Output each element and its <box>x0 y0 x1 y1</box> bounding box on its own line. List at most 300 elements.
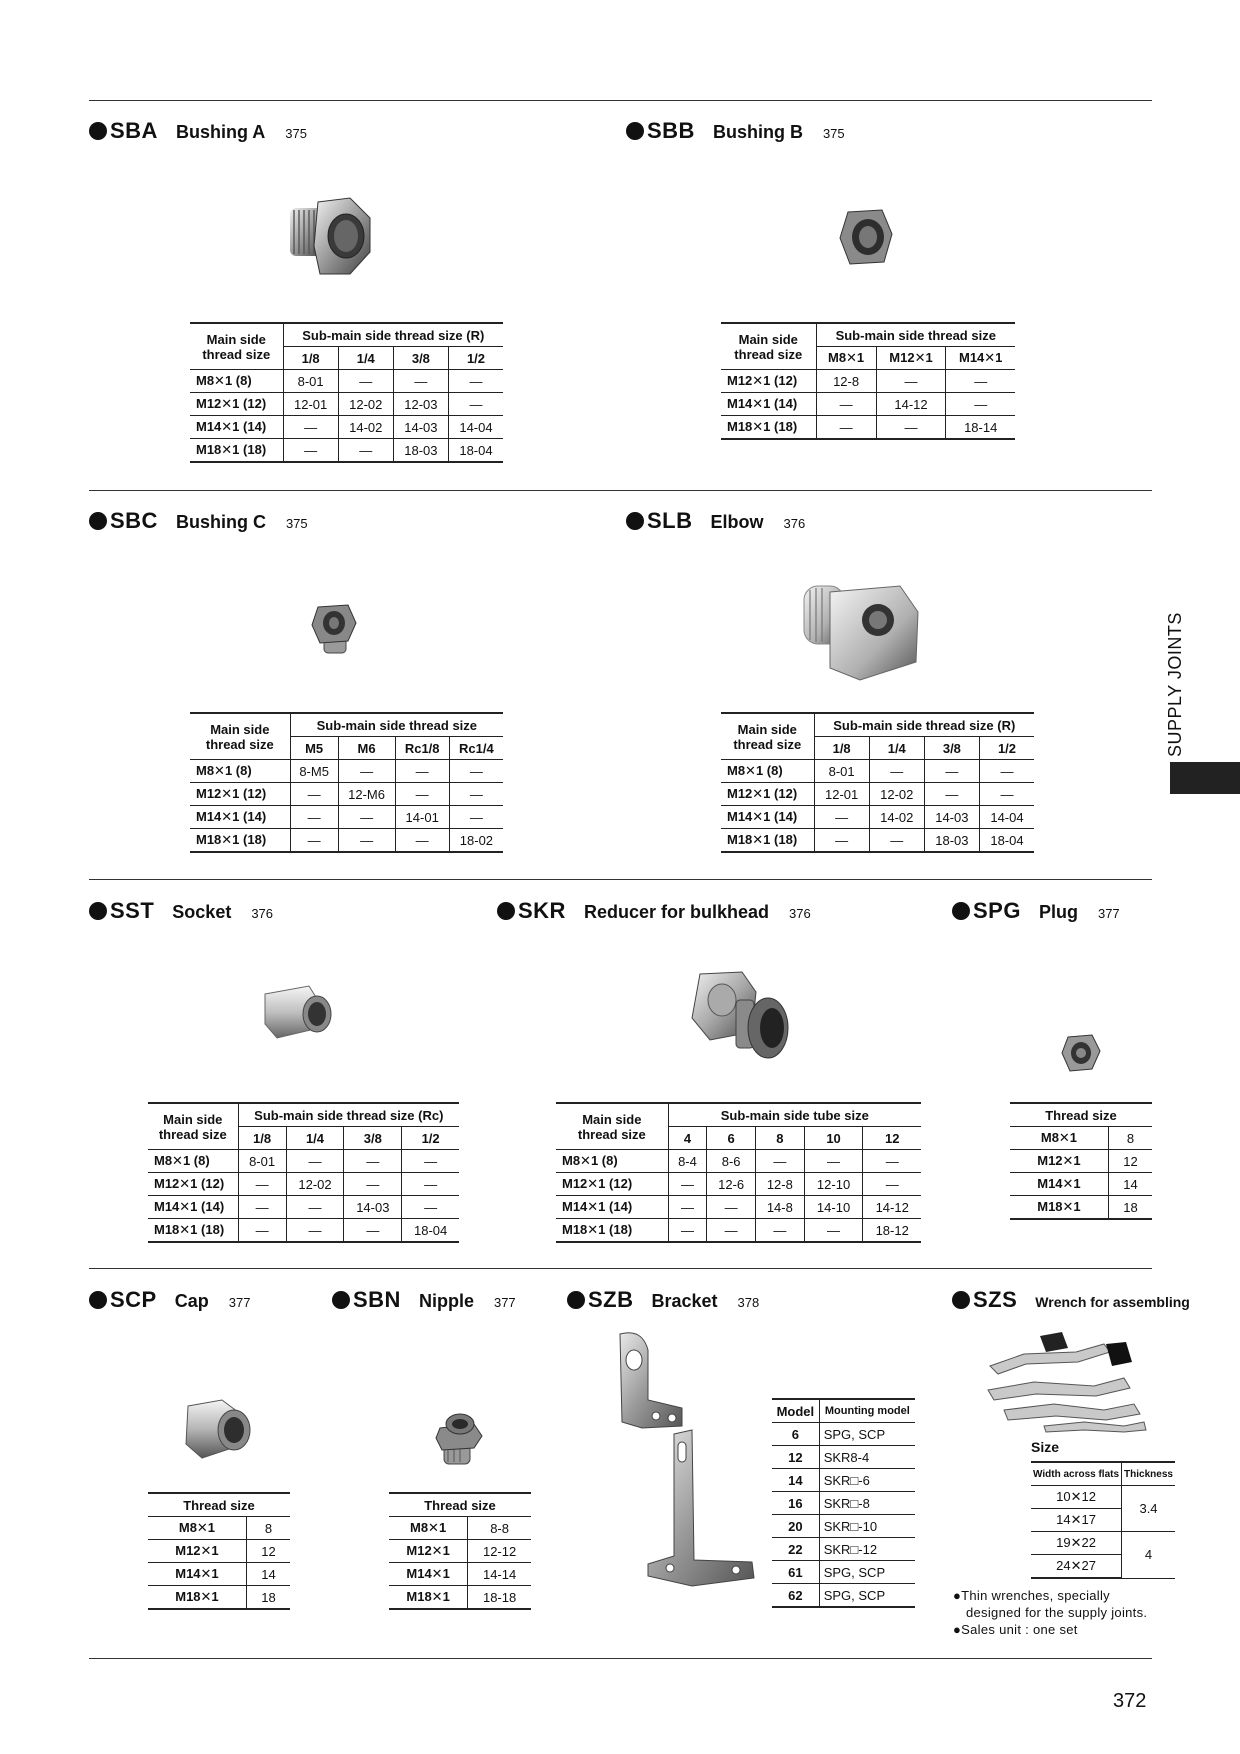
table-row <box>1010 1150 1152 1173</box>
table-cell: — <box>290 829 338 853</box>
table-cell: M14✕1 <box>389 1563 468 1586</box>
rule-2 <box>89 879 1152 880</box>
table-cell: 61 <box>772 1561 819 1584</box>
table-cell: 12-02 <box>338 393 393 416</box>
sbb-header <box>626 118 845 144</box>
table-cell: 14-02 <box>338 416 393 439</box>
table-row <box>721 829 1034 853</box>
side-label-text: SUPPLY JOINTS <box>1165 612 1185 757</box>
skr-main-head: Main side thread size <box>556 1103 668 1150</box>
table-row <box>148 1517 290 1540</box>
sba-page: 375 <box>285 126 307 141</box>
table-row <box>190 829 503 853</box>
sbn-table <box>389 1492 531 1610</box>
table-cell: SPG, SCP <box>819 1584 915 1608</box>
table-cell: SKR8-4 <box>819 1446 915 1469</box>
table-cell: SKR□-12 <box>819 1538 915 1561</box>
skr-reducer-photo <box>686 970 792 1062</box>
table-cell: M8✕1 (8) <box>148 1150 238 1173</box>
spg-header <box>952 898 1120 924</box>
table-cell: 16 <box>772 1492 819 1515</box>
table-cell: 18-03 <box>393 439 448 463</box>
table-row <box>556 1173 921 1196</box>
szb-model-head: Model <box>772 1399 819 1423</box>
bullet-icon <box>567 1291 585 1309</box>
sbc-col: M5 <box>290 737 338 760</box>
bullet-icon <box>89 512 107 530</box>
table-cell: — <box>448 370 503 393</box>
table-cell: — <box>804 1150 863 1173</box>
table-row <box>148 1540 290 1563</box>
table-cell: SKR□-8 <box>819 1492 915 1515</box>
rule-top <box>89 100 1152 101</box>
table-cell: — <box>286 1196 344 1219</box>
table-cell: 12 <box>772 1446 819 1469</box>
table-cell: — <box>869 829 924 853</box>
table-row <box>190 783 503 806</box>
table-cell: — <box>238 1173 286 1196</box>
table-row <box>148 1586 290 1610</box>
sst-header <box>89 898 273 924</box>
table-cell: 14-01 <box>395 806 449 829</box>
table-cell: M14✕1 <box>148 1563 246 1586</box>
table-cell: — <box>668 1219 707 1243</box>
table-row <box>772 1584 915 1608</box>
table-cell: M14✕1 <box>1010 1173 1108 1196</box>
sba-name: Bushing A <box>175 122 266 142</box>
sba-col: 1/4 <box>338 347 393 370</box>
table-row <box>190 439 503 463</box>
sbn-page: 377 <box>493 1295 516 1310</box>
sba-main-head: Main side thread size <box>190 323 283 370</box>
table-row <box>772 1561 915 1584</box>
scp-table <box>148 1492 290 1610</box>
scp-name: Cap <box>174 1291 209 1311</box>
skr-col: 6 <box>707 1127 756 1150</box>
table-row <box>1010 1196 1152 1220</box>
table-cell: 8-01 <box>814 760 869 783</box>
sbb-name: Bushing B <box>712 122 803 142</box>
table-cell: 12-01 <box>814 783 869 806</box>
table-cell: — <box>286 1219 344 1243</box>
table-cell: 18-14 <box>946 416 1015 440</box>
table-cell: M8✕1 (8) <box>556 1150 668 1173</box>
table-cell: — <box>449 783 503 806</box>
skr-page: 376 <box>789 906 811 921</box>
table-cell: — <box>290 806 338 829</box>
table-cell: M14✕1 (14) <box>190 416 283 439</box>
skr-col: 10 <box>804 1127 863 1150</box>
table-row <box>721 370 1015 393</box>
table-cell: — <box>814 829 869 853</box>
rule-bottom <box>89 1658 1152 1659</box>
table-cell: 14-03 <box>393 416 448 439</box>
table-cell: — <box>338 829 395 853</box>
sst-socket-photo <box>261 984 335 1040</box>
table-row <box>772 1446 915 1469</box>
skr-header <box>497 898 811 924</box>
table-cell: M14✕1 (14) <box>721 393 816 416</box>
table-row <box>772 1515 915 1538</box>
szb-mount-head: Mounting model <box>819 1399 915 1423</box>
table-cell: — <box>393 370 448 393</box>
table-cell: — <box>402 1150 459 1173</box>
table-cell: 19✕22 <box>1031 1532 1122 1555</box>
table-cell: — <box>338 760 395 783</box>
bullet-icon <box>626 512 644 530</box>
szs-wrench-set-photo <box>984 1330 1150 1434</box>
sst-col: 1/8 <box>238 1127 286 1150</box>
table-row <box>1010 1173 1152 1196</box>
table-cell: M18✕1 (18) <box>148 1219 238 1243</box>
table-row <box>721 416 1015 440</box>
table-cell: 8-M5 <box>290 760 338 783</box>
table-cell: M8✕1 <box>1010 1127 1108 1150</box>
sbb-col: M12✕1 <box>876 347 946 370</box>
sst-col: 3/8 <box>344 1127 402 1150</box>
table-row <box>190 806 503 829</box>
table-row <box>190 760 503 783</box>
skr-table <box>556 1102 921 1243</box>
table-cell: M12✕1 (12) <box>190 783 290 806</box>
slb-col: 3/8 <box>924 737 979 760</box>
sbc-code: SBC <box>110 508 158 533</box>
table-cell: — <box>344 1219 402 1243</box>
table-row <box>772 1423 915 1446</box>
table-cell: 18-04 <box>448 439 503 463</box>
spg-page: 377 <box>1097 906 1120 921</box>
bullet-icon <box>626 122 644 140</box>
szb-code: SZB <box>588 1287 634 1312</box>
szs-thick-head: Thickness <box>1122 1462 1175 1486</box>
sst-name: Socket <box>172 902 232 922</box>
table-row <box>772 1469 915 1492</box>
table-cell: — <box>755 1219 804 1243</box>
sbn-code: SBN <box>353 1287 401 1312</box>
szb-name: Bracket <box>651 1291 718 1311</box>
bullet-icon <box>89 902 107 920</box>
table-cell: M12✕1 <box>148 1540 246 1563</box>
page-number: 372 <box>1113 1690 1147 1712</box>
table-cell: 14✕17 <box>1031 1509 1122 1532</box>
szs-size-label: Size <box>1031 1439 1060 1455</box>
table-cell: — <box>283 416 338 439</box>
table-cell: — <box>946 370 1015 393</box>
szs-note-1: ●Thin wrenches, specially designed for the supply joints. <box>953 1588 1148 1620</box>
sbc-page: 375 <box>285 516 308 531</box>
table-cell: M8✕1 (8) <box>190 760 290 783</box>
table-row <box>148 1196 459 1219</box>
table-cell: — <box>238 1196 286 1219</box>
szb-header <box>567 1287 759 1313</box>
table-cell: 14-03 <box>924 806 979 829</box>
table-cell: 24✕27 <box>1031 1555 1122 1579</box>
table-cell: 62 <box>772 1584 819 1608</box>
table-cell: M18✕1 (18) <box>556 1219 668 1243</box>
table-cell: SKR□-6 <box>819 1469 915 1492</box>
skr-col: 8 <box>755 1127 804 1150</box>
szs-flats-head: Width across flats <box>1031 1462 1122 1486</box>
side-label <box>1163 611 1193 761</box>
szb-bracket-photo <box>612 1330 758 1592</box>
scp-cap-photo <box>182 1398 254 1462</box>
table-cell: — <box>668 1196 707 1219</box>
table-cell: 3.4 <box>1122 1486 1175 1532</box>
table-cell: M8✕1 <box>148 1517 246 1540</box>
sst-col: 1/4 <box>286 1127 344 1150</box>
table-cell: SKR□-10 <box>819 1515 915 1538</box>
table-cell: SPG, SCP <box>819 1423 915 1446</box>
table-cell: — <box>707 1219 756 1243</box>
table-cell: 14 <box>1108 1173 1152 1196</box>
table-cell: — <box>755 1150 804 1173</box>
sst-page: 376 <box>251 906 274 921</box>
table-cell: 18-18 <box>468 1586 531 1610</box>
table-cell: 14-03 <box>344 1196 402 1219</box>
slb-code: SLB <box>647 508 693 533</box>
table-cell: 4 <box>1122 1532 1175 1579</box>
table-row <box>556 1196 921 1219</box>
sbb-sub-head: Sub-main side thread size <box>816 323 1015 347</box>
table-cell: M14✕1 (14) <box>190 806 290 829</box>
table-cell: 14 <box>246 1563 290 1586</box>
szs-note-2: ●Sales unit : one set <box>953 1622 1078 1637</box>
sbb-bushing-photo <box>838 208 894 266</box>
table-cell: — <box>402 1196 459 1219</box>
table-cell: M18✕1 (18) <box>721 416 816 440</box>
table-cell: — <box>449 806 503 829</box>
skr-sub-head: Sub-main side tube size <box>668 1103 921 1127</box>
table-cell: 12-02 <box>286 1173 344 1196</box>
sst-code: SST <box>110 898 155 923</box>
slb-name: Elbow <box>710 512 764 532</box>
table-cell: M12✕1 (12) <box>721 370 816 393</box>
table-cell: M14✕1 (14) <box>721 806 814 829</box>
table-cell: 14-10 <box>804 1196 863 1219</box>
spg-code: SPG <box>973 898 1021 923</box>
table-cell: 14-12 <box>876 393 946 416</box>
table-cell: 14-04 <box>448 416 503 439</box>
table-cell: — <box>402 1173 459 1196</box>
table-cell: 18-04 <box>402 1219 459 1243</box>
table-cell: 12 <box>246 1540 290 1563</box>
table-cell: M8✕1 (8) <box>721 760 814 783</box>
table-cell: — <box>344 1150 402 1173</box>
table-cell: — <box>816 416 876 440</box>
spg-plug-photo <box>1060 1033 1102 1075</box>
table-cell: M12✕1 <box>389 1540 468 1563</box>
sst-table <box>148 1102 459 1243</box>
sba-col: 1/8 <box>283 347 338 370</box>
table-cell: — <box>448 393 503 416</box>
sbn-thread-head: Thread size <box>389 1493 531 1517</box>
sbc-header <box>89 508 308 534</box>
table-row <box>721 393 1015 416</box>
slb-col: 1/4 <box>869 737 924 760</box>
table-cell: — <box>338 370 393 393</box>
table-row <box>772 1538 915 1561</box>
sbc-table <box>190 712 503 853</box>
bullet-icon <box>332 1291 350 1309</box>
sbc-main-head: Main side thread size <box>190 713 290 760</box>
table-cell: 8-6 <box>707 1150 756 1173</box>
sbc-col: Rc1/4 <box>449 737 503 760</box>
scp-thread-head: Thread size <box>148 1493 290 1517</box>
table-row <box>556 1150 921 1173</box>
sbn-name: Nipple <box>418 1291 474 1311</box>
scp-header <box>89 1287 250 1313</box>
sba-col: 1/2 <box>448 347 503 370</box>
table-cell: 12-6 <box>707 1173 756 1196</box>
rule-1 <box>89 490 1152 491</box>
szb-table <box>772 1398 915 1608</box>
table-cell: 12-01 <box>283 393 338 416</box>
table-cell: M18✕1 <box>389 1586 468 1610</box>
table-cell: 18-12 <box>863 1219 921 1243</box>
sbb-col: M14✕1 <box>946 347 1015 370</box>
table-row <box>190 370 503 393</box>
szs-name: Wrench for assembling <box>1035 1294 1190 1310</box>
bullet-icon <box>952 902 970 920</box>
table-cell: — <box>876 370 946 393</box>
slb-col: 1/8 <box>814 737 869 760</box>
table-cell: — <box>869 760 924 783</box>
table-cell: 8-4 <box>668 1150 707 1173</box>
table-row <box>389 1563 531 1586</box>
sbc-col: Rc1/8 <box>395 737 449 760</box>
spg-thread-head: Thread size <box>1010 1103 1152 1127</box>
slb-main-head: Main side thread size <box>721 713 814 760</box>
table-cell: — <box>283 439 338 463</box>
table-cell: M12✕1 (12) <box>556 1173 668 1196</box>
szs-notes <box>953 1587 1158 1638</box>
scp-page: 377 <box>228 1295 251 1310</box>
table-cell: 12-03 <box>393 393 448 416</box>
table-cell: — <box>863 1150 921 1173</box>
skr-name: Reducer for bulkhead <box>583 902 769 922</box>
table-cell: 20 <box>772 1515 819 1538</box>
table-row <box>721 806 1034 829</box>
table-cell: M12✕1 (12) <box>721 783 814 806</box>
table-cell: 18-04 <box>979 829 1034 853</box>
table-cell: — <box>816 393 876 416</box>
table-cell: 14-14 <box>468 1563 531 1586</box>
table-cell: 8-01 <box>283 370 338 393</box>
table-cell: — <box>863 1173 921 1196</box>
sbn-nipple-photo <box>434 1410 484 1468</box>
bullet-icon <box>89 1291 107 1309</box>
slb-elbow-photo <box>800 582 922 684</box>
slb-sub-head: Sub-main side thread size (R) <box>814 713 1034 737</box>
table-cell: — <box>395 829 449 853</box>
sba-header <box>89 118 307 144</box>
bullet-icon <box>497 902 515 920</box>
table-cell: — <box>707 1196 756 1219</box>
table-cell: M14✕1 (14) <box>148 1196 238 1219</box>
table-row <box>721 760 1034 783</box>
table-row <box>389 1540 531 1563</box>
sba-col: 3/8 <box>393 347 448 370</box>
table-row <box>772 1492 915 1515</box>
table-cell: — <box>338 806 395 829</box>
table-cell: M8✕1 <box>389 1517 468 1540</box>
table-cell: 8 <box>246 1517 290 1540</box>
bullet-icon <box>952 1291 970 1309</box>
table-cell: 22 <box>772 1538 819 1561</box>
table-cell: M18✕1 <box>1010 1196 1108 1220</box>
table-cell: 18-03 <box>924 829 979 853</box>
table-row <box>148 1150 459 1173</box>
table-cell: 8 <box>1108 1127 1152 1150</box>
table-cell: M18✕1 <box>148 1586 246 1610</box>
table-row <box>148 1173 459 1196</box>
table-row <box>1031 1486 1175 1509</box>
szs-code: SZS <box>973 1287 1018 1312</box>
table-row <box>721 783 1034 806</box>
table-row <box>1031 1532 1175 1555</box>
table-cell: SPG, SCP <box>819 1561 915 1584</box>
table-cell: — <box>238 1219 286 1243</box>
szs-header <box>952 1287 1190 1313</box>
table-row <box>190 416 503 439</box>
table-cell: 8-01 <box>238 1150 286 1173</box>
table-cell: — <box>290 783 338 806</box>
table-cell: — <box>876 416 946 440</box>
table-cell: 18 <box>246 1586 290 1610</box>
skr-col: 4 <box>668 1127 707 1150</box>
sba-bushing-photo <box>288 196 374 278</box>
slb-col: 1/2 <box>979 737 1034 760</box>
table-cell: 12-02 <box>869 783 924 806</box>
sba-table <box>190 322 503 463</box>
table-cell: — <box>979 783 1034 806</box>
table-cell: 12-M6 <box>338 783 395 806</box>
table-cell: — <box>814 806 869 829</box>
sbb-code: SBB <box>647 118 695 143</box>
slb-page: 376 <box>783 516 806 531</box>
sbc-sub-head: Sub-main side thread size <box>290 713 503 737</box>
sbn-header <box>332 1287 516 1313</box>
sbb-table <box>721 322 1015 440</box>
table-row <box>148 1219 459 1243</box>
table-row <box>556 1219 921 1243</box>
scp-code: SCP <box>110 1287 157 1312</box>
table-row <box>1010 1127 1152 1150</box>
table-cell: 8-8 <box>468 1517 531 1540</box>
sbc-name: Bushing C <box>175 512 266 532</box>
sba-code: SBA <box>110 118 158 143</box>
table-cell: 12-8 <box>755 1173 804 1196</box>
bullet-icon <box>89 122 107 140</box>
table-cell: 14-8 <box>755 1196 804 1219</box>
table-cell: — <box>395 760 449 783</box>
skr-code: SKR <box>518 898 566 923</box>
sst-main-head: Main side thread size <box>148 1103 238 1150</box>
table-cell: M12✕1 (12) <box>148 1173 238 1196</box>
table-cell: 10✕12 <box>1031 1486 1122 1509</box>
sbb-main-head: Main side thread size <box>721 323 816 370</box>
table-cell: — <box>395 783 449 806</box>
table-cell: M12✕1 <box>1010 1150 1108 1173</box>
table-cell: M14✕1 (14) <box>556 1196 668 1219</box>
table-cell: 14 <box>772 1469 819 1492</box>
table-cell: M8✕1 (8) <box>190 370 283 393</box>
table-cell: — <box>924 760 979 783</box>
slb-table <box>721 712 1034 853</box>
table-cell: 18 <box>1108 1196 1152 1220</box>
table-cell: 14-04 <box>979 806 1034 829</box>
table-cell: M18✕1 (18) <box>190 829 290 853</box>
